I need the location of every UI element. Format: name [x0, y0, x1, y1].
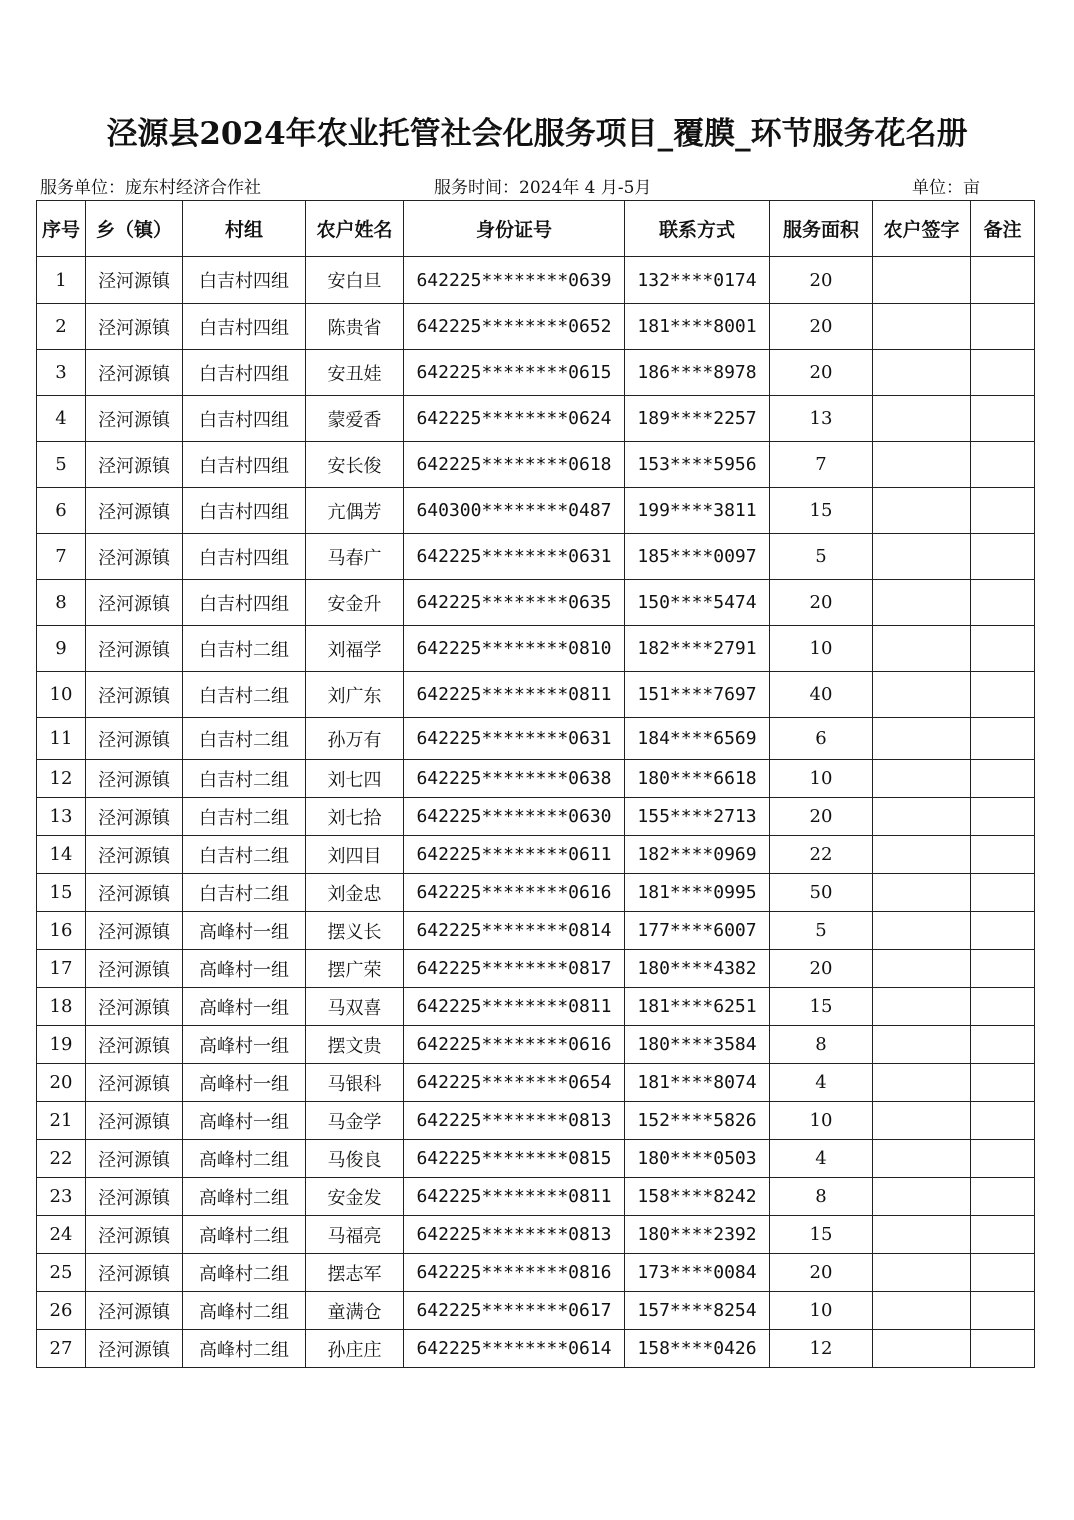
- cell-farmer-name: 马银科: [306, 1064, 404, 1102]
- cell-signature: [873, 1216, 971, 1254]
- cell-id-number: 642225********0811: [404, 672, 625, 718]
- cell-signature: [873, 912, 971, 950]
- cell-phone: 150****5474: [625, 580, 770, 626]
- cell-town: 泾河源镇: [86, 760, 183, 798]
- cell-phone: 181****0995: [625, 874, 770, 912]
- cell-signature: [873, 257, 971, 304]
- col-header-town: 乡（镇）: [86, 201, 183, 257]
- page-title: 泾源县2024年农业托管社会化服务项目_覆膜_环节服务花名册: [106, 116, 968, 152]
- cell-service-area: 15: [770, 1216, 873, 1254]
- cell-note: [971, 442, 1035, 488]
- cell-note: [971, 912, 1035, 950]
- cell-phone: 182****0969: [625, 836, 770, 874]
- cell-no: 11: [37, 718, 86, 760]
- cell-farmer-name: 刘福学: [306, 626, 404, 672]
- cell-signature: [873, 1026, 971, 1064]
- cell-service-area: 20: [770, 304, 873, 350]
- cell-village-group: 高峰村一组: [183, 988, 306, 1026]
- cell-phone: 182****2791: [625, 626, 770, 672]
- cell-farmer-name: 摆志军: [306, 1254, 404, 1292]
- cell-phone: 180****0503: [625, 1140, 770, 1178]
- cell-farmer-name: 摆文贵: [306, 1026, 404, 1064]
- cell-note: [971, 988, 1035, 1026]
- cell-service-area: 10: [770, 760, 873, 798]
- cell-service-area: 20: [770, 798, 873, 836]
- table-row: [37, 672, 1035, 718]
- table-body: [37, 257, 1035, 1368]
- cell-signature: [873, 350, 971, 396]
- cell-town: 泾河源镇: [86, 396, 183, 442]
- cell-phone: 180****2392: [625, 1216, 770, 1254]
- table-row: [37, 626, 1035, 672]
- cell-farmer-name: 马福亮: [306, 1216, 404, 1254]
- cell-service-area: 20: [770, 950, 873, 988]
- cell-id-number: 642225********0618: [404, 442, 625, 488]
- cell-id-number: 642225********0814: [404, 912, 625, 950]
- cell-village-group: 高峰村二组: [183, 1254, 306, 1292]
- cell-signature: [873, 874, 971, 912]
- cell-id-number: 642225********0654: [404, 1064, 625, 1102]
- cell-village-group: 白吉村四组: [183, 534, 306, 580]
- table-row: [37, 580, 1035, 626]
- cell-signature: [873, 718, 971, 760]
- cell-id-number: 642225********0638: [404, 760, 625, 798]
- cell-farmer-name: 安金升: [306, 580, 404, 626]
- cell-signature: [873, 1064, 971, 1102]
- cell-phone: 181****8001: [625, 304, 770, 350]
- farmer-roster-table: [36, 200, 1035, 1368]
- cell-service-area: 4: [770, 1140, 873, 1178]
- cell-id-number: 642225********0813: [404, 1102, 625, 1140]
- cell-phone: 189****2257: [625, 396, 770, 442]
- cell-signature: [873, 988, 971, 1026]
- table-header-row: [37, 201, 1035, 257]
- cell-signature: [873, 488, 971, 534]
- cell-village-group: 高峰村一组: [183, 950, 306, 988]
- cell-village-group: 白吉村二组: [183, 760, 306, 798]
- cell-signature: [873, 396, 971, 442]
- table-row: [37, 718, 1035, 760]
- cell-town: 泾河源镇: [86, 718, 183, 760]
- col-header-signature: 农户签字: [873, 201, 971, 257]
- cell-farmer-name: 马春广: [306, 534, 404, 580]
- cell-town: 泾河源镇: [86, 1064, 183, 1102]
- cell-note: [971, 580, 1035, 626]
- cell-village-group: 高峰村二组: [183, 1216, 306, 1254]
- cell-signature: [873, 1178, 971, 1216]
- col-header-note: 备注: [971, 201, 1035, 257]
- cell-village-group: 高峰村二组: [183, 1330, 306, 1368]
- cell-no: 20: [37, 1064, 86, 1102]
- cell-phone: 158****0426: [625, 1330, 770, 1368]
- cell-id-number: 642225********0813: [404, 1216, 625, 1254]
- service-time: 服务时间：2024年 4 月-5月: [434, 178, 652, 198]
- cell-phone: 151****7697: [625, 672, 770, 718]
- cell-note: [971, 950, 1035, 988]
- cell-village-group: 白吉村四组: [183, 488, 306, 534]
- table-row: [37, 396, 1035, 442]
- cell-signature: [873, 1330, 971, 1368]
- cell-signature: [873, 1102, 971, 1140]
- cell-town: 泾河源镇: [86, 534, 183, 580]
- cell-id-number: 642225********0615: [404, 350, 625, 396]
- cell-farmer-name: 摆广荣: [306, 950, 404, 988]
- cell-town: 泾河源镇: [86, 350, 183, 396]
- cell-id-number: 642225********0635: [404, 580, 625, 626]
- cell-town: 泾河源镇: [86, 1254, 183, 1292]
- table-row: [37, 950, 1035, 988]
- cell-no: 26: [37, 1292, 86, 1330]
- cell-town: 泾河源镇: [86, 912, 183, 950]
- cell-service-area: 5: [770, 912, 873, 950]
- cell-no: 6: [37, 488, 86, 534]
- cell-service-area: 50: [770, 874, 873, 912]
- cell-note: [971, 1216, 1035, 1254]
- cell-service-area: 15: [770, 988, 873, 1026]
- cell-town: 泾河源镇: [86, 626, 183, 672]
- cell-phone: 184****6569: [625, 718, 770, 760]
- cell-id-number: 642225********0816: [404, 1254, 625, 1292]
- col-header-village-group: 村组: [183, 201, 306, 257]
- cell-id-number: 642225********0631: [404, 534, 625, 580]
- cell-id-number: 642225********0616: [404, 1026, 625, 1064]
- cell-town: 泾河源镇: [86, 836, 183, 874]
- cell-farmer-name: 亢偶芳: [306, 488, 404, 534]
- cell-service-area: 8: [770, 1178, 873, 1216]
- col-header-farmer-name: 农户姓名: [306, 201, 404, 257]
- cell-no: 10: [37, 672, 86, 718]
- cell-village-group: 白吉村二组: [183, 874, 306, 912]
- cell-id-number: 642225********0611: [404, 836, 625, 874]
- table-row: [37, 350, 1035, 396]
- cell-village-group: 高峰村一组: [183, 1064, 306, 1102]
- cell-village-group: 高峰村一组: [183, 1026, 306, 1064]
- cell-town: 泾河源镇: [86, 1026, 183, 1064]
- cell-town: 泾河源镇: [86, 580, 183, 626]
- cell-id-number: 642225********0624: [404, 396, 625, 442]
- cell-note: [971, 1292, 1035, 1330]
- cell-signature: [873, 580, 971, 626]
- cell-town: 泾河源镇: [86, 988, 183, 1026]
- cell-service-area: 20: [770, 257, 873, 304]
- cell-note: [971, 1254, 1035, 1292]
- cell-note: [971, 874, 1035, 912]
- cell-note: [971, 396, 1035, 442]
- table-row: [37, 1216, 1035, 1254]
- cell-village-group: 白吉村四组: [183, 304, 306, 350]
- table-row: [37, 760, 1035, 798]
- service-unit: 服务单位：庞东村经济合作社: [40, 178, 261, 198]
- cell-service-area: 10: [770, 1292, 873, 1330]
- cell-village-group: 白吉村二组: [183, 798, 306, 836]
- cell-phone: 153****5956: [625, 442, 770, 488]
- cell-farmer-name: 安金发: [306, 1178, 404, 1216]
- cell-phone: 181****6251: [625, 988, 770, 1026]
- cell-id-number: 642225********0614: [404, 1330, 625, 1368]
- table-row: [37, 1064, 1035, 1102]
- cell-town: 泾河源镇: [86, 442, 183, 488]
- cell-no: 14: [37, 836, 86, 874]
- cell-note: [971, 488, 1035, 534]
- cell-id-number: 642225********0639: [404, 257, 625, 304]
- cell-phone: 157****8254: [625, 1292, 770, 1330]
- cell-note: [971, 534, 1035, 580]
- cell-town: 泾河源镇: [86, 1216, 183, 1254]
- cell-farmer-name: 马金学: [306, 1102, 404, 1140]
- cell-farmer-name: 马双喜: [306, 988, 404, 1026]
- cell-note: [971, 626, 1035, 672]
- cell-farmer-name: 刘四目: [306, 836, 404, 874]
- cell-town: 泾河源镇: [86, 672, 183, 718]
- cell-no: 27: [37, 1330, 86, 1368]
- cell-farmer-name: 刘广东: [306, 672, 404, 718]
- cell-no: 5: [37, 442, 86, 488]
- cell-note: [971, 304, 1035, 350]
- cell-no: 21: [37, 1102, 86, 1140]
- table-row: [37, 836, 1035, 874]
- cell-signature: [873, 442, 971, 488]
- cell-farmer-name: 摆义长: [306, 912, 404, 950]
- area-unit: 单位：亩: [912, 178, 980, 198]
- table-row: [37, 1292, 1035, 1330]
- cell-farmer-name: 马俊良: [306, 1140, 404, 1178]
- cell-phone: 132****0174: [625, 257, 770, 304]
- cell-no: 16: [37, 912, 86, 950]
- cell-signature: [873, 798, 971, 836]
- cell-village-group: 高峰村二组: [183, 1140, 306, 1178]
- cell-service-area: 22: [770, 836, 873, 874]
- cell-note: [971, 1064, 1035, 1102]
- cell-signature: [873, 1140, 971, 1178]
- col-header-id-number: 身份证号: [404, 201, 625, 257]
- cell-town: 泾河源镇: [86, 1292, 183, 1330]
- cell-id-number: 642225********0815: [404, 1140, 625, 1178]
- table-row: [37, 1254, 1035, 1292]
- cell-note: [971, 1330, 1035, 1368]
- cell-town: 泾河源镇: [86, 1140, 183, 1178]
- table-row: [37, 1102, 1035, 1140]
- cell-note: [971, 836, 1035, 874]
- cell-village-group: 白吉村四组: [183, 396, 306, 442]
- cell-town: 泾河源镇: [86, 488, 183, 534]
- cell-signature: [873, 836, 971, 874]
- cell-note: [971, 798, 1035, 836]
- cell-phone: 152****5826: [625, 1102, 770, 1140]
- cell-farmer-name: 安丑娃: [306, 350, 404, 396]
- cell-service-area: 20: [770, 580, 873, 626]
- table-row: [37, 1330, 1035, 1368]
- table-row: [37, 874, 1035, 912]
- col-header-service-area: 服务面积: [770, 201, 873, 257]
- cell-service-area: 20: [770, 350, 873, 396]
- cell-id-number: 640300********0487: [404, 488, 625, 534]
- cell-note: [971, 672, 1035, 718]
- cell-phone: 177****6007: [625, 912, 770, 950]
- cell-no: 12: [37, 760, 86, 798]
- cell-phone: 180****6618: [625, 760, 770, 798]
- cell-town: 泾河源镇: [86, 304, 183, 350]
- table-row: [37, 912, 1035, 950]
- cell-phone: 180****3584: [625, 1026, 770, 1064]
- cell-id-number: 642225********0817: [404, 950, 625, 988]
- table-row: [37, 1140, 1035, 1178]
- cell-signature: [873, 950, 971, 988]
- cell-no: 8: [37, 580, 86, 626]
- cell-farmer-name: 刘七拾: [306, 798, 404, 836]
- cell-id-number: 642225********0631: [404, 718, 625, 760]
- cell-town: 泾河源镇: [86, 950, 183, 988]
- cell-service-area: 5: [770, 534, 873, 580]
- col-header-no: 序号: [37, 201, 86, 257]
- cell-note: [971, 350, 1035, 396]
- cell-phone: 181****8074: [625, 1064, 770, 1102]
- cell-town: 泾河源镇: [86, 798, 183, 836]
- cell-village-group: 白吉村二组: [183, 626, 306, 672]
- table-row: [37, 988, 1035, 1026]
- cell-note: [971, 718, 1035, 760]
- cell-village-group: 白吉村四组: [183, 350, 306, 396]
- cell-no: 9: [37, 626, 86, 672]
- cell-town: 泾河源镇: [86, 257, 183, 304]
- cell-village-group: 白吉村四组: [183, 257, 306, 304]
- cell-no: 13: [37, 798, 86, 836]
- cell-farmer-name: 安白旦: [306, 257, 404, 304]
- cell-service-area: 15: [770, 488, 873, 534]
- cell-note: [971, 1178, 1035, 1216]
- cell-farmer-name: 蒙爱香: [306, 396, 404, 442]
- cell-signature: [873, 304, 971, 350]
- table-row: [37, 798, 1035, 836]
- cell-farmer-name: 刘金忠: [306, 874, 404, 912]
- cell-phone: 173****0084: [625, 1254, 770, 1292]
- table-row: [37, 257, 1035, 304]
- cell-phone: 155****2713: [625, 798, 770, 836]
- cell-signature: [873, 534, 971, 580]
- cell-service-area: 10: [770, 1102, 873, 1140]
- cell-village-group: 白吉村四组: [183, 442, 306, 488]
- cell-town: 泾河源镇: [86, 1102, 183, 1140]
- cell-note: [971, 1140, 1035, 1178]
- table-row: [37, 304, 1035, 350]
- cell-signature: [873, 1292, 971, 1330]
- cell-id-number: 642225********0616: [404, 874, 625, 912]
- cell-service-area: 40: [770, 672, 873, 718]
- cell-note: [971, 1026, 1035, 1064]
- cell-no: 15: [37, 874, 86, 912]
- cell-phone: 199****3811: [625, 488, 770, 534]
- table-row: [37, 488, 1035, 534]
- cell-farmer-name: 陈贵省: [306, 304, 404, 350]
- cell-no: 18: [37, 988, 86, 1026]
- cell-signature: [873, 672, 971, 718]
- cell-no: 23: [37, 1178, 86, 1216]
- cell-service-area: 6: [770, 718, 873, 760]
- cell-note: [971, 760, 1035, 798]
- cell-signature: [873, 1254, 971, 1292]
- cell-no: 3: [37, 350, 86, 396]
- cell-phone: 180****4382: [625, 950, 770, 988]
- cell-farmer-name: 安长俊: [306, 442, 404, 488]
- cell-farmer-name: 刘七四: [306, 760, 404, 798]
- cell-signature: [873, 626, 971, 672]
- cell-village-group: 白吉村二组: [183, 718, 306, 760]
- cell-farmer-name: 孙万有: [306, 718, 404, 760]
- cell-no: 4: [37, 396, 86, 442]
- cell-village-group: 高峰村一组: [183, 912, 306, 950]
- cell-service-area: 10: [770, 626, 873, 672]
- cell-signature: [873, 760, 971, 798]
- cell-id-number: 642225********0811: [404, 1178, 625, 1216]
- cell-farmer-name: 孙庄庄: [306, 1330, 404, 1368]
- table-row: [37, 1178, 1035, 1216]
- cell-no: 1: [37, 257, 86, 304]
- cell-service-area: 12: [770, 1330, 873, 1368]
- cell-village-group: 白吉村二组: [183, 672, 306, 718]
- cell-no: 22: [37, 1140, 86, 1178]
- cell-village-group: 高峰村一组: [183, 1102, 306, 1140]
- cell-note: [971, 257, 1035, 304]
- cell-id-number: 642225********0617: [404, 1292, 625, 1330]
- cell-village-group: 白吉村二组: [183, 836, 306, 874]
- cell-phone: 185****0097: [625, 534, 770, 580]
- cell-no: 17: [37, 950, 86, 988]
- cell-service-area: 8: [770, 1026, 873, 1064]
- cell-phone: 186****8978: [625, 350, 770, 396]
- cell-service-area: 20: [770, 1254, 873, 1292]
- cell-village-group: 白吉村四组: [183, 580, 306, 626]
- cell-town: 泾河源镇: [86, 1330, 183, 1368]
- cell-service-area: 4: [770, 1064, 873, 1102]
- table-row: [37, 442, 1035, 488]
- cell-no: 2: [37, 304, 86, 350]
- cell-service-area: 13: [770, 396, 873, 442]
- cell-village-group: 高峰村二组: [183, 1292, 306, 1330]
- cell-service-area: 7: [770, 442, 873, 488]
- cell-id-number: 642225********0652: [404, 304, 625, 350]
- cell-no: 25: [37, 1254, 86, 1292]
- col-header-phone: 联系方式: [625, 201, 770, 257]
- cell-id-number: 642225********0810: [404, 626, 625, 672]
- table-row: [37, 534, 1035, 580]
- cell-phone: 158****8242: [625, 1178, 770, 1216]
- cell-id-number: 642225********0811: [404, 988, 625, 1026]
- cell-no: 7: [37, 534, 86, 580]
- cell-town: 泾河源镇: [86, 874, 183, 912]
- cell-town: 泾河源镇: [86, 1178, 183, 1216]
- cell-village-group: 高峰村二组: [183, 1178, 306, 1216]
- table-row: [37, 1026, 1035, 1064]
- cell-id-number: 642225********0630: [404, 798, 625, 836]
- cell-note: [971, 1102, 1035, 1140]
- cell-farmer-name: 童满仓: [306, 1292, 404, 1330]
- cell-no: 24: [37, 1216, 86, 1254]
- cell-no: 19: [37, 1026, 86, 1064]
